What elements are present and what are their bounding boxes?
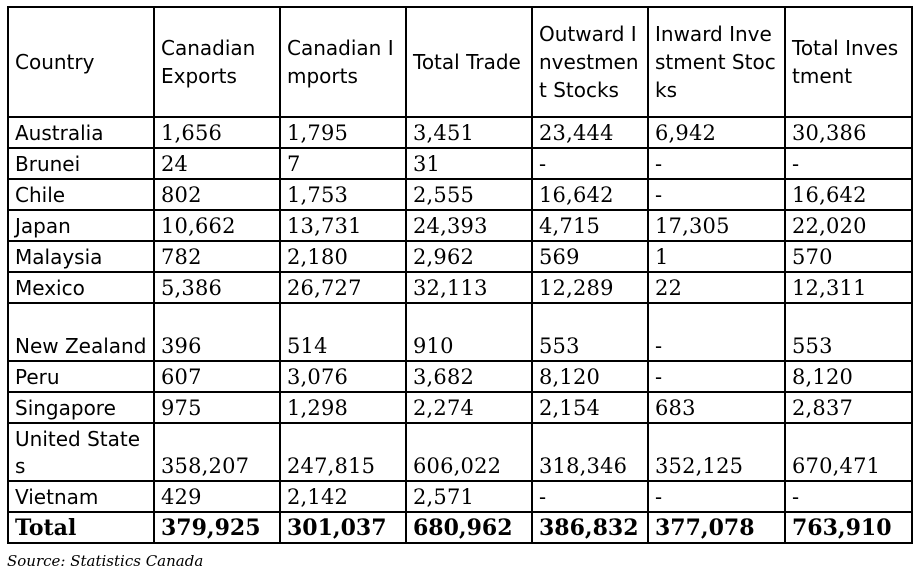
outward-investment-cell: 23,444 <box>532 117 648 148</box>
exports-cell: 10,662 <box>154 210 280 241</box>
country-cell: Singapore <box>8 392 154 423</box>
table-row <box>8 272 912 303</box>
total-trade-cell: 2,962 <box>406 241 532 272</box>
total-investment-cell: 553 <box>785 303 912 361</box>
total-trade-cell: 3,682 <box>406 361 532 392</box>
inward-investment-cell: 6,942 <box>648 117 785 148</box>
total-trade-cell: 31 <box>406 148 532 179</box>
country-cell: Peru <box>8 361 154 392</box>
country-cell: Australia <box>8 117 154 148</box>
total-trade-sum-cell: 680,962 <box>406 512 532 543</box>
exports-cell: 607 <box>154 361 280 392</box>
imports-cell: 7 <box>280 148 406 179</box>
total-trade-cell: 24,393 <box>406 210 532 241</box>
total-investment-cell: 16,642 <box>785 179 912 210</box>
total-imports-cell: 301,037 <box>280 512 406 543</box>
header-country: Country <box>8 7 154 117</box>
total-trade-cell: 32,113 <box>406 272 532 303</box>
outward-investment-cell: 553 <box>532 303 648 361</box>
inward-investment-cell: 22 <box>648 272 785 303</box>
imports-cell: 514 <box>280 303 406 361</box>
outward-investment-cell: - <box>532 481 648 512</box>
total-trade-cell: 606,022 <box>406 423 532 481</box>
inward-investment-cell: 1 <box>648 241 785 272</box>
imports-cell: 1,795 <box>280 117 406 148</box>
total-investment-cell: 670,471 <box>785 423 912 481</box>
total-outward-investment-cell: 386,832 <box>532 512 648 543</box>
table-row <box>8 303 912 361</box>
table-row <box>8 179 912 210</box>
total-trade-cell: 2,571 <box>406 481 532 512</box>
country-cell: Chile <box>8 179 154 210</box>
exports-cell: 782 <box>154 241 280 272</box>
exports-cell: 358,207 <box>154 423 280 481</box>
total-investment-cell: - <box>785 481 912 512</box>
total-investment-cell: 570 <box>785 241 912 272</box>
total-exports-cell: 379,925 <box>154 512 280 543</box>
imports-cell: 2,180 <box>280 241 406 272</box>
exports-cell: 24 <box>154 148 280 179</box>
imports-cell: 1,753 <box>280 179 406 210</box>
outward-investment-cell: - <box>532 148 648 179</box>
exports-cell: 975 <box>154 392 280 423</box>
total-investment-cell: 12,311 <box>785 272 912 303</box>
inward-investment-cell: - <box>648 148 785 179</box>
table-row <box>8 117 912 148</box>
total-inward-investment-cell: 377,078 <box>648 512 785 543</box>
header-canadian-exports: Canadian Exports <box>154 7 280 117</box>
total-trade-cell: 2,274 <box>406 392 532 423</box>
total-investment-cell: 8,120 <box>785 361 912 392</box>
total-trade-cell: 2,555 <box>406 179 532 210</box>
inward-investment-cell: 17,305 <box>648 210 785 241</box>
header-inward-investment-stocks: Inward Investment Stocks <box>648 7 785 117</box>
header-canadian-imports: Canadian Imports <box>280 7 406 117</box>
table-row <box>8 423 912 481</box>
total-label: Total <box>8 512 154 543</box>
outward-investment-cell: 4,715 <box>532 210 648 241</box>
country-cell: Brunei <box>8 148 154 179</box>
total-trade-cell: 910 <box>406 303 532 361</box>
header-total-investment: Total Investment <box>785 7 912 117</box>
header-total-trade: Total Trade <box>406 7 532 117</box>
imports-cell: 13,731 <box>280 210 406 241</box>
exports-cell: 5,386 <box>154 272 280 303</box>
total-row <box>8 512 912 543</box>
total-investment-cell: 22,020 <box>785 210 912 241</box>
table-row <box>8 148 912 179</box>
table-row <box>8 392 912 423</box>
total-investment-sum-cell: 763,910 <box>785 512 912 543</box>
outward-investment-cell: 569 <box>532 241 648 272</box>
inward-investment-cell: - <box>648 303 785 361</box>
country-cell: New Zealand <box>8 303 154 361</box>
country-cell: Vietnam <box>8 481 154 512</box>
imports-cell: 2,142 <box>280 481 406 512</box>
imports-cell: 26,727 <box>280 272 406 303</box>
country-cell: Mexico <box>8 272 154 303</box>
outward-investment-cell: 318,346 <box>532 423 648 481</box>
header-outward-investment-stocks: Outward Investment Stocks <box>532 7 648 117</box>
inward-investment-cell: 683 <box>648 392 785 423</box>
total-investment-cell: 2,837 <box>785 392 912 423</box>
country-cell: Japan <box>8 210 154 241</box>
inward-investment-cell: - <box>648 481 785 512</box>
imports-cell: 247,815 <box>280 423 406 481</box>
exports-cell: 429 <box>154 481 280 512</box>
table-row <box>8 361 912 392</box>
outward-investment-cell: 8,120 <box>532 361 648 392</box>
inward-investment-cell: 352,125 <box>648 423 785 481</box>
country-cell: Malaysia <box>8 241 154 272</box>
total-investment-cell: - <box>785 148 912 179</box>
trade-investment-table <box>7 6 913 544</box>
table-row <box>8 481 912 512</box>
imports-cell: 1,298 <box>280 392 406 423</box>
total-investment-cell: 30,386 <box>785 117 912 148</box>
table-row <box>8 210 912 241</box>
table-row <box>8 241 912 272</box>
header-row <box>8 7 912 117</box>
outward-investment-cell: 2,154 <box>532 392 648 423</box>
total-trade-cell: 3,451 <box>406 117 532 148</box>
imports-cell: 3,076 <box>280 361 406 392</box>
inward-investment-cell: - <box>648 179 785 210</box>
exports-cell: 1,656 <box>154 117 280 148</box>
exports-cell: 802 <box>154 179 280 210</box>
country-cell: United States <box>8 423 154 481</box>
inward-investment-cell: - <box>648 361 785 392</box>
exports-cell: 396 <box>154 303 280 361</box>
outward-investment-cell: 12,289 <box>532 272 648 303</box>
outward-investment-cell: 16,642 <box>532 179 648 210</box>
source-note: Source: Statistics Canada <box>7 552 204 570</box>
